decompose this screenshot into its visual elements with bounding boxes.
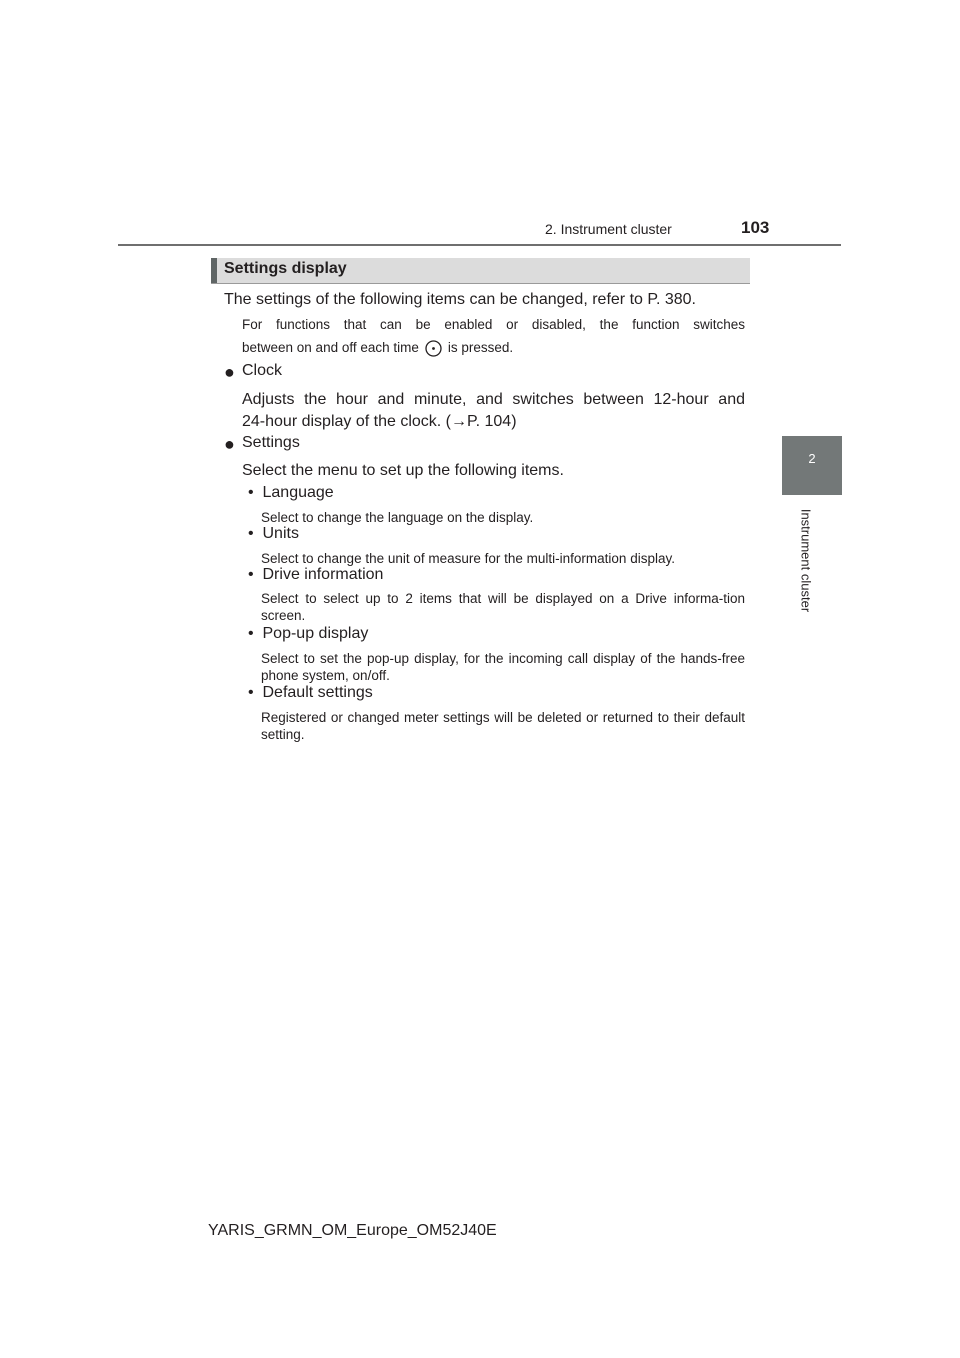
item-title-settings: Settings (242, 434, 300, 451)
item-description: Select the menu to set up the following items. (242, 462, 564, 479)
item-description: Adjusts the hour and minute, and switches between 12-hour and (242, 391, 745, 408)
section-heading: Settings display (224, 260, 347, 277)
chapter-tab-label: Instrument cluster (798, 508, 814, 613)
sub-item-description: Select to change the unit of measure for the multi-information display. (261, 551, 675, 566)
sub-item-units: • Units (248, 525, 299, 542)
header-divider (118, 244, 841, 246)
sub-item-label: Language (262, 484, 334, 501)
item-description: 24-hour display of the clock. (→P. 104) (242, 413, 517, 430)
note-text: is pressed. (447, 340, 514, 355)
sub-item-label: Pop-up display (262, 625, 369, 642)
document-id: YARIS_GRMN_OM_Europe_OM52J40E (208, 1222, 497, 1239)
sub-item-label: Default settings (262, 684, 373, 701)
sub-item-drive-information: • Drive information (248, 566, 384, 583)
note-line: For functions that can be enabled or disabled, the function switches (242, 317, 745, 332)
page-number: 103 (741, 218, 770, 237)
running-header-section: 2. Instrument cluster (545, 221, 672, 237)
sub-item-pop-up-display: • Pop-up display (248, 625, 369, 642)
dial-button-icon (425, 340, 442, 360)
sub-item-language: • Language (248, 484, 334, 501)
note-text: between on and off each time (242, 340, 419, 355)
bullet-icon: ● (224, 434, 235, 454)
sub-item-default-settings: • Default settings (248, 684, 373, 701)
note-line (242, 340, 745, 360)
sub-item-label: Drive information (262, 566, 384, 583)
section-intro: The settings of the following items can be changed, refer to P. 380. (224, 291, 696, 308)
bullet-icon: ● (224, 362, 235, 382)
chapter-tab-number: 2 (808, 451, 816, 466)
sub-item-description: Select to change the language on the display. (261, 510, 534, 525)
sub-item-label: Units (262, 525, 299, 542)
sub-item-description: Registered or changed meter settings will be deleted or returned to their default setting. (261, 710, 745, 742)
sub-item-description: Select to set the pop-up display, for the incoming call display of the hands-free phone system, on/off. (261, 651, 745, 683)
item-title-clock: Clock (242, 362, 283, 379)
sub-item-description: Select to select up to 2 items that will be displayed on a Drive informa-tion screen. (261, 591, 745, 623)
section-heading-underline (211, 283, 750, 284)
